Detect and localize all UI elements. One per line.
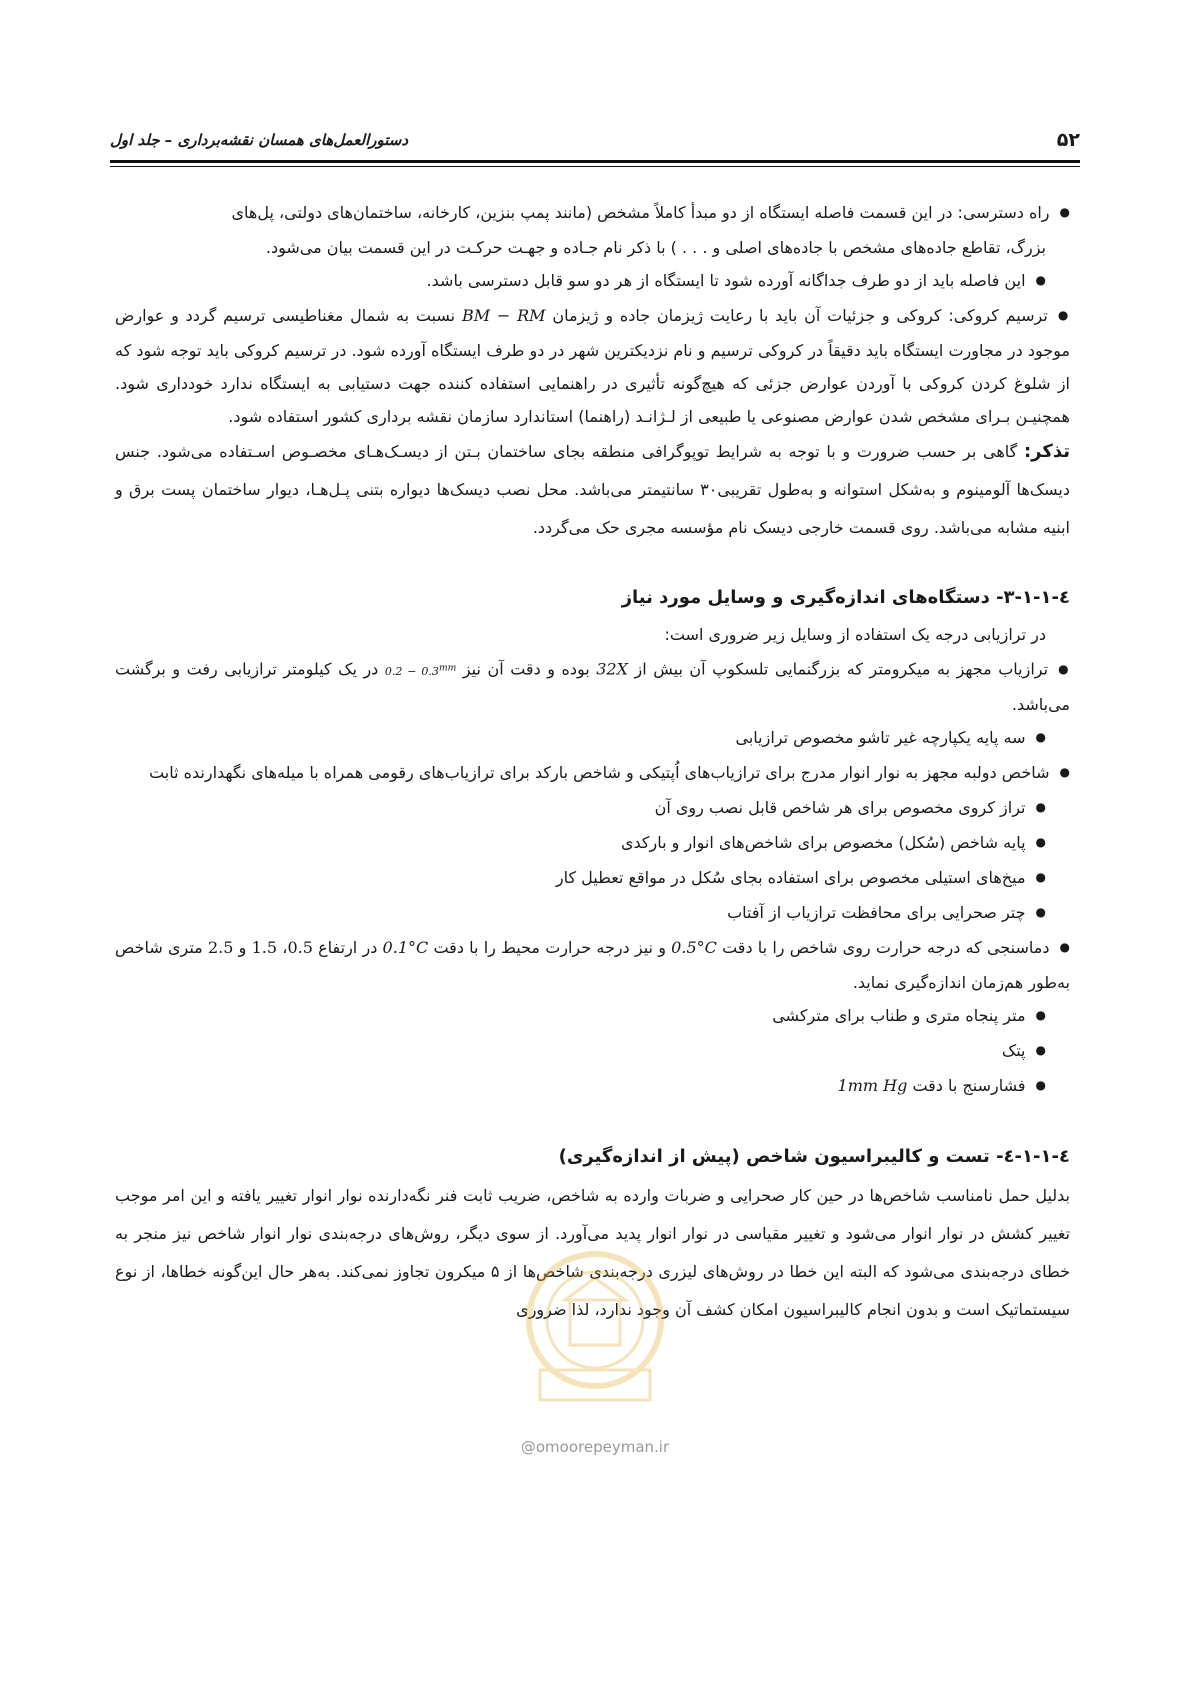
list-item-tripod: ● سه پایه یکپارچه غیر تاشو مخصوص ترازیابی (115, 721, 1070, 756)
list-item-level: ● ترازیاب مجهز به میکرومتر که بزرگنمایی تلسکوپ آن بیش از 32X بوده و دقت آن نیز $0.2 - 0.3^{mm}$ در یک کیلومتر ترازیابی رفت و برگشت می‌باشد. (115, 651, 1070, 721)
list-item-staff-base: ● پایه شاخص (سُکل) مخصوص برای شاخص‌های انوار و بارکدی (115, 826, 1070, 861)
list-item-spirit-level: ● تراز کروی مخصوص برای هر شاخص قابل نصب روی آن (115, 791, 1070, 826)
calibration-paragraph: بدلیل حمل نامناسب شاخص‌ها در حین کار صحرایی و ضربات وارده به شاخص، ضریب ثابت فنر نگه‌دارنده نوار انوار تغییر یافته و این امر موجب تغییر کشش در نوار انوار می‌شود و تغییر مقیاسی در نوار انوار پدید می‌آورد. از سوی دیگر، روش‌های درجه‌بندی نوار انوار شاخص نیز منجر به خطای درجه‌بندی می‌شود که البته این خطا در روش‌های لیزری درجه‌بندی شاخص‌ها از ۵ میکرون تجاوز نمی‌کند. به‌هر حال این‌گونه خطاها، از نوع سیستماتیک است و بدون انجام کالیبراسیون امکان کشف آن وجود ندارد، لذا ضروری (115, 1185, 1070, 1319)
header-divider (110, 160, 1080, 167)
page-header (110, 125, 1080, 155)
note-label: تذکر: (1023, 441, 1070, 462)
section-heading-calibration: ٤-١-١-٤- تست و کالیبراسیون شاخص (پیش از اندازه‌گیری) (558, 1145, 1070, 1167)
list-item-barometer: ● فشارسنج با دقت 1mm Hg (115, 1069, 1070, 1104)
list-item-hammer: ● پتک (115, 1034, 1070, 1069)
page-number: ۵۲ (1056, 129, 1080, 151)
bullet-access-route: ● راه دسترسی: در این قسمت فاصله ایستگاه از دو مبدأ کاملاً مشخص (مانند پمپ بنزین، کارخانه، ساختمان‌های دولتی، پل‌های بزرگ، تقاطع جاده‌های مشخص با جاده‌های اصلی و . . . ) با ذکر نام جـاده و جهـت حرکـت در این قسمت بیان می‌شود. (115, 196, 1070, 264)
watermark-url: @omoorepeyman.ir (520, 1438, 670, 1456)
section-heading-instruments: ٤-١-١-٣- دستگاه‌های اندازه‌گیری و وسایل مورد نیاز (621, 587, 1070, 608)
list-item-tape: ● متر پنجاه متری و طناب برای مترکشی (115, 999, 1070, 1034)
page-body (115, 196, 1070, 1329)
bullet-distance-note: ● این فاصله باید از دو طرف جداگانه آورده شود تا ایستگاه از هر دو سو قابل دسترسی باشد. (115, 264, 1070, 299)
list-item-staff: ● شاخص دولبه مجهز به نوار انوار مدرج برای ترازیاب‌های اُپتیکی و شاخص بارکد برای ترازیاب‌های رقومی همراه با میله‌های نگهدارنده ثابت (115, 756, 1070, 791)
book-title: دستورالعمل‌های همسان نقشه‌برداری – جلد اول (110, 131, 409, 149)
watermark-base (540, 1370, 650, 1400)
list-item-thermometer: ● دماسنجی که درجه حرارت روی شاخص را با دقت 0.5°C و نیز درجه حرارت محیط را با دقت 0.1°C در ارتفاع 0.5، 1.5 و 2.5 متری شاخص به‌طور هم‌زمان اندازه‌گیری نماید. (115, 931, 1070, 999)
list-item-pins: ● میخ‌های استیلی مخصوص برای استفاده بجای سُکل در مواقع تعطیل کار (115, 861, 1070, 896)
bullet-sketch: ● ترسیم کروکی: کروکی و جزئیات آن باید با رعایت ژیزمان جاده و ژیزمان BM − RM نسبت به شمال مغناطیسی ترسیم گردد و عوارض موجود در مجاورت ایستگاه باید دقیقاً در کروکی ترسیم و نام نزدیکترین شهر در دو طرف ایستگاه آورده شود. در ترسیم کروکی باید توجه شود که از شلوغ کردن کروکی با آوردن عوارض جزئی که هیچ‌گونه تأثیری در راهنمایی استفاده کننده جهت دستیابی به ایستگاه ندارد خودداری شود. همچنیـن بـرای مشخص شدن عوارض مصنوعی یا طبیعی از لـژانـد (راهنما) استاندارد سازمان نقشه برداری کشور استفاده شود. (115, 299, 1070, 433)
instruments-intro: در ترازیابی درجه یک استفاده از وسایل زیر ضروری است: (664, 625, 1046, 644)
note-paragraph: تذکر: گاهی بر حسب ضرورت و با توجه به شرایط توپوگرافی منطقه بجای ساختمان بـتن از دیسـک‌هـای مخصـوص اسـتفاده می‌شود. جنس دیسک‌ها آلومینوم و به‌شکل استوانه و به‌طول تقریبی۳۰ سانتیمتر می‌باشد. محل نصب دیسک‌ها دیواره بتنی پـل‌هـا، دیوار ساختمان پست برق و ابنیه مشابه می‌باشد. روی قسمت خارجی دیسک نام مؤسسه مجری حک می‌گردد. (115, 441, 1071, 537)
list-item-umbrella: ● چتر صحرایی برای محافظت ترازیاب از آفتاب (115, 896, 1070, 931)
